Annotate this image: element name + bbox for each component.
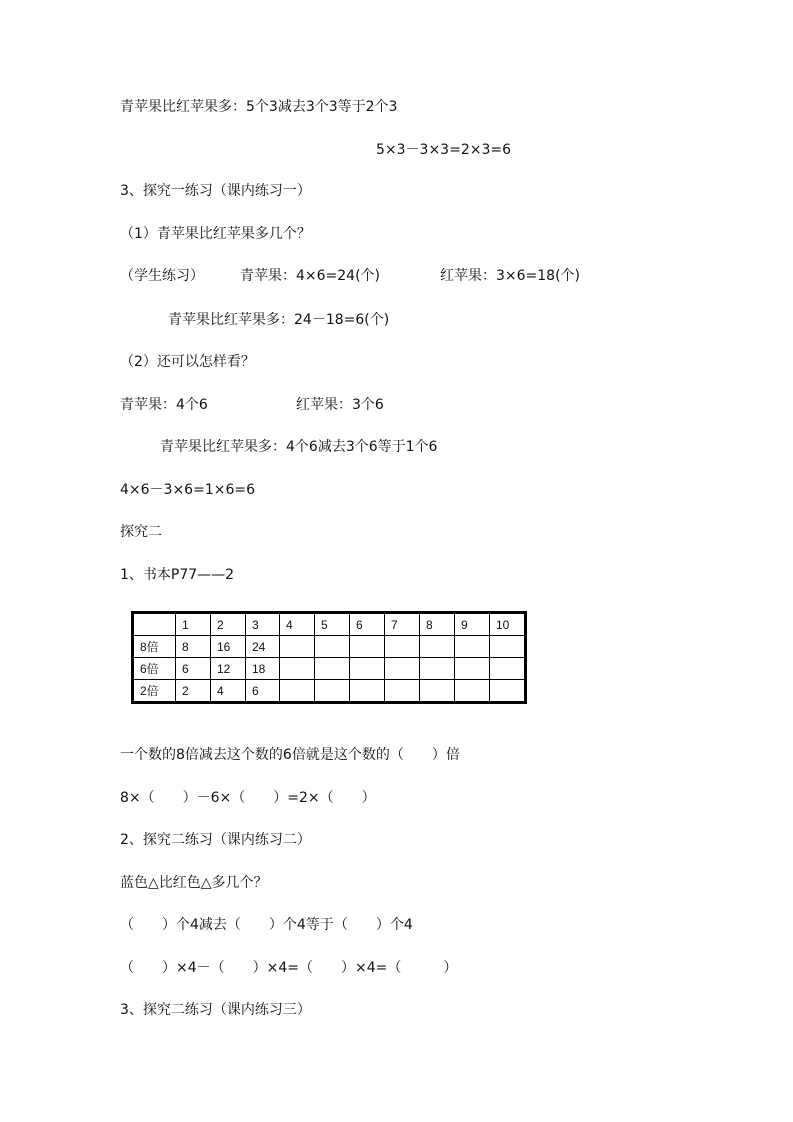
- triangle-groups-line: （ ）个4减去（ ）个4等于（ ）个4: [120, 917, 413, 933]
- table-cell: 3: [246, 613, 280, 636]
- table-cell: 4: [280, 613, 315, 636]
- table-cell: [490, 636, 526, 658]
- student-practice-label: （学生练习）: [120, 268, 204, 284]
- green-apple-groups: 青苹果：4个6: [120, 397, 208, 413]
- table-cell: [490, 658, 526, 680]
- multiples-table: [131, 611, 527, 704]
- table-cell: 5: [315, 613, 350, 636]
- triangle-formula-line: （ ）×4－（ ）×4=（ ）×4=（ ）: [120, 960, 458, 976]
- table-cell: [350, 636, 385, 658]
- table-header-row: [133, 613, 526, 636]
- table-cell: [420, 658, 455, 680]
- table-cell: [455, 680, 490, 703]
- table-cell: 6倍: [133, 658, 176, 680]
- difference-line-2: 青苹果比红苹果多：4个6减去3个6等于1个6: [160, 439, 438, 455]
- table-cell: [133, 613, 176, 636]
- section-heading-2: 探究二: [120, 524, 162, 540]
- table-cell: [385, 636, 420, 658]
- formula-line-2: 4×6－3×6=1×6=6: [120, 482, 256, 498]
- triangle-question: 蓝色△比红色△多几个？: [120, 875, 268, 891]
- table-cell: [350, 680, 385, 703]
- table-cell: 7: [385, 613, 420, 636]
- question-1: （1）青苹果比红苹果多几个？: [120, 226, 311, 242]
- table-cell: 18: [246, 658, 280, 680]
- table-cell: 6: [246, 680, 280, 703]
- table-cell: [455, 658, 490, 680]
- table-cell: [490, 680, 526, 703]
- table-cell: 6: [350, 613, 385, 636]
- text-line-1: 青苹果比红苹果多：5个3减去3个3等于2个3: [120, 99, 398, 115]
- table-cell: [280, 636, 315, 658]
- multiple-question: 一个数的8倍减去这个数的6倍就是这个数的（ ）倍: [120, 747, 460, 763]
- red-apple-groups: 红苹果：3个6: [296, 397, 384, 413]
- table-cell: [315, 636, 350, 658]
- table-cell: [420, 680, 455, 703]
- section-heading-1: 3、探究一练习（课内练习一）: [120, 183, 311, 199]
- table-cell: 6: [176, 658, 211, 680]
- table-cell: [455, 636, 490, 658]
- table-cell: [385, 680, 420, 703]
- table-cell: 2: [211, 613, 246, 636]
- multiple-formula: 8×（ ）－6×（ ）=2×（ ）: [120, 790, 376, 806]
- book-reference: 1、书本P77——2: [120, 567, 235, 583]
- green-apple-calc: 青苹果：4×6=24(个): [240, 268, 381, 284]
- table-cell: [315, 658, 350, 680]
- table-cell: 8倍: [133, 636, 176, 658]
- table-cell: 4: [211, 680, 246, 703]
- table-cell: 10: [490, 613, 526, 636]
- section-heading-4: 3、探究二练习（课内练习三）: [120, 1002, 311, 1018]
- table-row: [133, 680, 526, 703]
- table-row: [133, 636, 526, 658]
- practice-line: [120, 266, 204, 286]
- table-row: [133, 658, 526, 680]
- table-cell: 2倍: [133, 680, 176, 703]
- table-cell: 1: [176, 613, 211, 636]
- table-cell: 8: [176, 636, 211, 658]
- table-cell: [280, 658, 315, 680]
- table-cell: 16: [211, 636, 246, 658]
- red-apple-calc: 红苹果：3×6=18(个): [440, 268, 581, 284]
- table-cell: [385, 658, 420, 680]
- difference-line-1: 青苹果比红苹果多：24－18=6(个): [168, 312, 390, 328]
- question-2: （2）还可以怎样看？: [120, 354, 255, 370]
- table-cell: 24: [246, 636, 280, 658]
- table-cell: 12: [211, 658, 246, 680]
- table-cell: [315, 680, 350, 703]
- table-cell: 8: [420, 613, 455, 636]
- table-cell: [350, 658, 385, 680]
- formula-line-1: 5×3－3×3=2×3=6: [376, 142, 512, 158]
- table-cell: 2: [176, 680, 211, 703]
- table-cell: 9: [455, 613, 490, 636]
- table-cell: [420, 636, 455, 658]
- section-heading-3: 2、探究二练习（课内练习二）: [120, 832, 311, 848]
- table-cell: [280, 680, 315, 703]
